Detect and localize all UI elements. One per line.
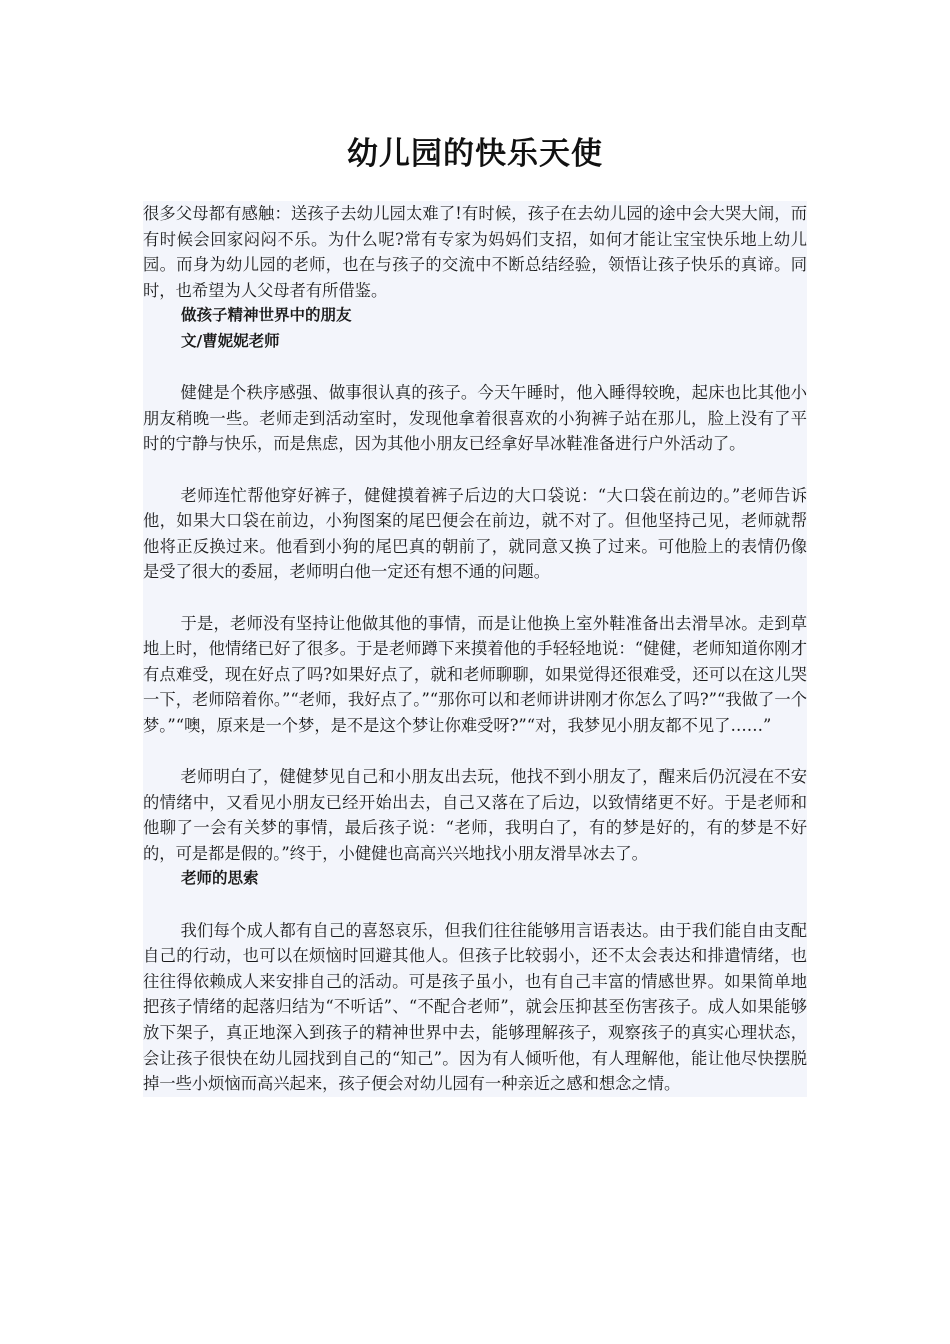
paragraph-gap — [143, 892, 807, 918]
reflection-paragraph: 我们每个成人都有自己的喜怒哀乐，但我们往往能够用言语表达。由于我们能自由支配自己的行动，也可以在烦恼时回避其他人。但孩子比较弱小，还不太会表达和排遣情绪，也往往得依赖成人来安排自己的活动。可是孩子虽小，也有自己丰富的情感世界。如果简单地把孩子情绪的起落归结为“不听话”、“不配合老师”，就会压抑甚至伤害孩子。成人如果能够放下架子，真正地深入到孩子的精神世界中去，能够理解孩子，观察孩子的真实心理状态，会让孩子很快在幼儿园找到自己的“知己”。因为有人倾听他，有人理解他，能让他尽快摆脱掉一些小烦恼而高兴起来，孩子便会对幼儿园有一种亲近之感和想念之情。 — [143, 920, 807, 1094]
intro-paragraph: 很多父母都有感触：送孩子去幼儿园太难了!有时候，孩子在去幼儿园的途中会大哭大闹，而有时候会回家闷闷不乐。为什么呢?常有专家为妈妈们支招，如何才能让宝宝快乐地上幼儿园。而身为幼儿园的老师，也在与孩子的交流中不断总结经验，领悟让孩子快乐的真谛。同时，也希望为人父母者有所借鉴。 — [143, 204, 807, 300]
paragraph-gap — [143, 585, 807, 611]
story-paragraph-2: 老师连忙帮他穿好裤子，健健摸着裤子后边的大口袋说：“大口袋在前边的。”老师告诉他，如果大口袋在前边，小狗图案的尾巴便会在前边，就不对了。但他坚持己见，老师就帮他将正反换过来。他看到小狗的尾巴真的朝前了，就同意又换了过来。可他脸上的表情仍像是受了很大的委屈，老师明白他一定还有想不通的问题。 — [143, 485, 807, 582]
paragraph-gap — [143, 738, 807, 764]
section-heading-friend: 做孩子精神世界中的朋友 — [181, 306, 352, 325]
story-paragraph-3: 于是，老师没有坚持让他做其他的事情，而是让他换上室外鞋准备出去滑旱冰。走到草地上时，他情绪已好了很多。于是老师蹲下来摸着他的手轻轻地说：“健健，老师知道你刚才有点难受，现在好点了吗?如果好点了，就和老师聊聊，如果觉得还很难受，还可以在这儿哭一下，老师陪着你。”“老师，我好点了。”“那你可以和老师讲讲刚才你怎么了吗?”“我做了一个梦。”“噢，原来是一个梦，是不是这个梦让你难受呀?”“对，我梦见小朋友都不见了……” — [143, 613, 807, 735]
paragraph-gap — [143, 457, 807, 483]
paragraph-gap — [143, 355, 807, 381]
story-paragraph-4: 老师明白了，健健梦见自己和小朋友出去玩，他找不到小朋友了，醒来后仍沉浸在不安的情绪中，又看见小朋友已经开始出去，自己又落在了后边，以致情绪更不好。于是老师和他聊了一会有关梦的事情，最后孩子说：“老师，我明白了，有的梦是好的，有的梦是不好的，可是都是假的。”终于，小健健也高高兴兴地找小朋友滑旱冰去了。 — [143, 767, 807, 863]
document-title: 幼儿园的快乐天使 — [347, 136, 603, 172]
story-paragraph-1: 健健是个秩序感强、做事很认真的孩子。今天午睡时，他入睡得较晚，起床也比其他小朋友稍晚一些。老师走到活动室时，发现他拿着很喜欢的小狗裤子站在那儿，脸上没有了平时的宁静与快乐，而是焦虑，因为其他小朋友已经拿好旱冰鞋准备进行户外活动了。 — [143, 383, 807, 454]
section-heading-reflection: 老师的思索 — [181, 869, 259, 888]
article-body — [143, 201, 807, 1097]
author-byline: 文/曹妮妮老师 — [181, 331, 280, 350]
